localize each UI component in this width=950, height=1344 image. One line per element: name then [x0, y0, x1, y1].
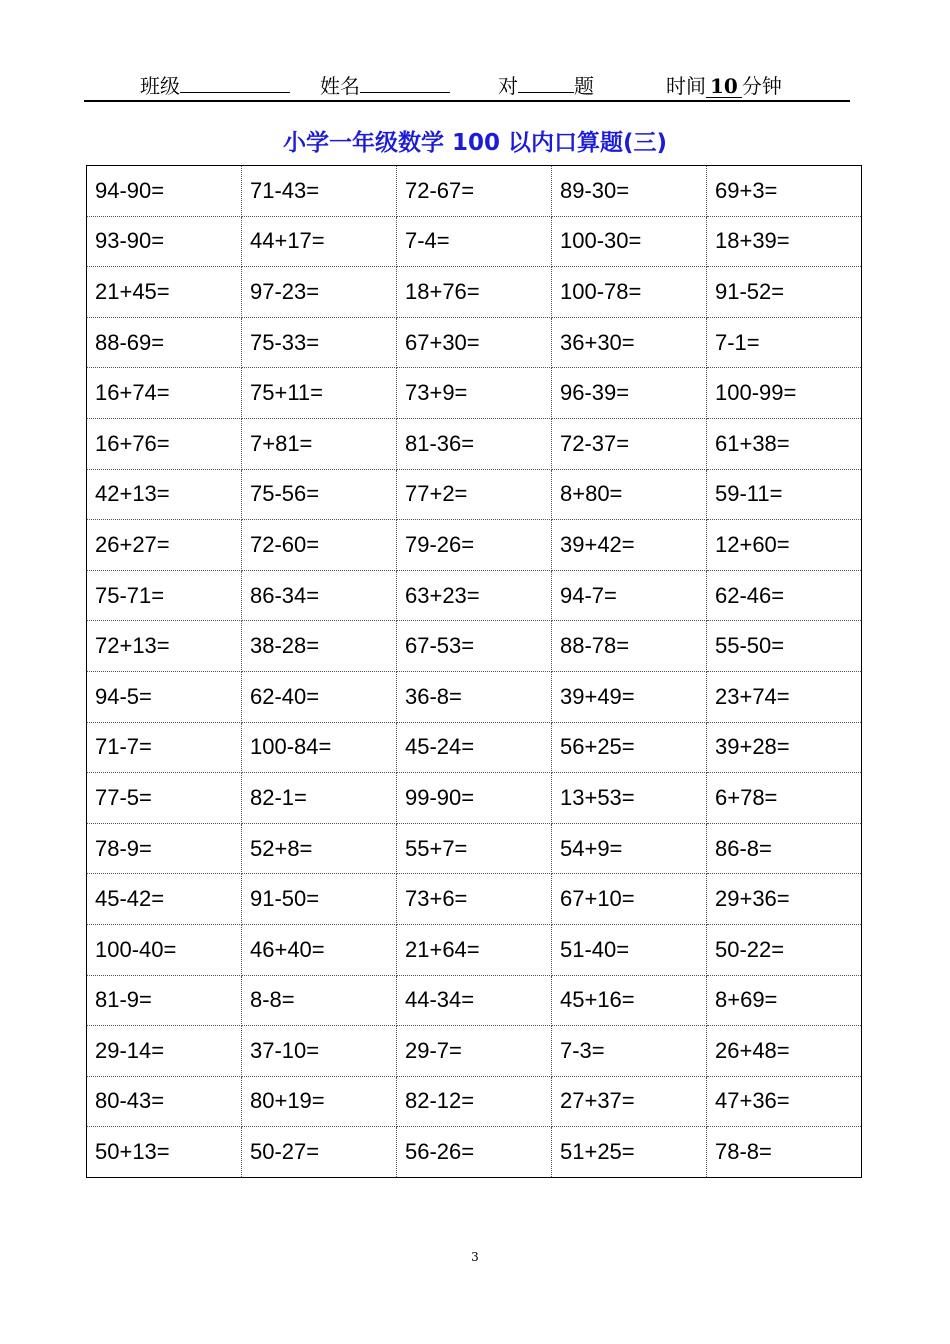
- table-row: [87, 216, 862, 267]
- problem-cell[interactable]: 16+76=: [87, 418, 242, 469]
- problem-cell[interactable]: 21+64=: [397, 924, 552, 975]
- problem-cell[interactable]: 88-78=: [552, 621, 707, 672]
- problem-cell[interactable]: 72-60=: [242, 520, 397, 571]
- problem-cell[interactable]: 18+76=: [397, 267, 552, 318]
- problem-cell[interactable]: 47+36=: [707, 1076, 862, 1127]
- problem-cell[interactable]: 29-7=: [397, 1026, 552, 1077]
- problem-cell[interactable]: 88-69=: [87, 317, 242, 368]
- problem-cell[interactable]: 72-37=: [552, 418, 707, 469]
- problem-cell[interactable]: 36+30=: [552, 317, 707, 368]
- problem-cell[interactable]: 100-78=: [552, 267, 707, 318]
- problem-cell[interactable]: 18+39=: [707, 216, 862, 267]
- table-row: [87, 1026, 862, 1077]
- problem-cell[interactable]: 45+16=: [552, 975, 707, 1026]
- problem-cell[interactable]: 100-40=: [87, 924, 242, 975]
- table-row: [87, 671, 862, 722]
- problem-cell[interactable]: 29-14=: [87, 1026, 242, 1077]
- name-blank[interactable]: [360, 70, 450, 93]
- problem-cell[interactable]: 39+49=: [552, 671, 707, 722]
- problem-cell[interactable]: 8+80=: [552, 469, 707, 520]
- problem-cell[interactable]: 82-12=: [397, 1076, 552, 1127]
- time-label: 时间: [666, 74, 706, 98]
- problem-cell[interactable]: 8-8=: [242, 975, 397, 1026]
- problem-cell[interactable]: 77+2=: [397, 469, 552, 520]
- problem-cell[interactable]: 82-1=: [242, 773, 397, 824]
- table-row: [87, 469, 862, 520]
- problem-cell[interactable]: 39+28=: [707, 722, 862, 773]
- problem-cell[interactable]: 27+37=: [552, 1076, 707, 1127]
- problem-cell[interactable]: 52+8=: [242, 823, 397, 874]
- problem-cell[interactable]: 59-11=: [707, 469, 862, 520]
- class-blank[interactable]: [180, 70, 290, 93]
- problem-cell[interactable]: 75-56=: [242, 469, 397, 520]
- table-row: [87, 924, 862, 975]
- problem-cell[interactable]: 21+45=: [87, 267, 242, 318]
- table-row: [87, 267, 862, 318]
- problem-cell[interactable]: 16+74=: [87, 368, 242, 419]
- problem-cell[interactable]: 75-71=: [87, 570, 242, 621]
- problem-cell[interactable]: 42+13=: [87, 469, 242, 520]
- problem-cell[interactable]: 81-9=: [87, 975, 242, 1026]
- problem-cell[interactable]: 81-36=: [397, 418, 552, 469]
- table-row: [87, 368, 862, 419]
- problem-cell[interactable]: 73+6=: [397, 874, 552, 925]
- correct-count-blank[interactable]: [518, 70, 574, 93]
- problem-cell[interactable]: 50+13=: [87, 1127, 242, 1178]
- problem-cell[interactable]: 44+17=: [242, 216, 397, 267]
- time-value: 10: [706, 75, 742, 98]
- class-label: 班级: [140, 74, 180, 98]
- problem-cell[interactable]: 50-27=: [242, 1127, 397, 1178]
- problem-cell[interactable]: 8+69=: [707, 975, 862, 1026]
- problem-cell[interactable]: 78-8=: [707, 1127, 862, 1178]
- problem-cell[interactable]: 56+25=: [552, 722, 707, 773]
- problem-cell[interactable]: 61+38=: [707, 418, 862, 469]
- name-label: 姓名: [320, 74, 360, 98]
- table-row: [87, 773, 862, 824]
- problem-cell[interactable]: 6+78=: [707, 773, 862, 824]
- problem-cell[interactable]: 94-5=: [87, 671, 242, 722]
- page-number: 3: [471, 1250, 479, 1264]
- correct-label: 对: [498, 74, 518, 98]
- table-row: [87, 874, 862, 925]
- problem-cell[interactable]: 13+53=: [552, 773, 707, 824]
- problem-cell[interactable]: 71-7=: [87, 722, 242, 773]
- problem-cell[interactable]: 72+13=: [87, 621, 242, 672]
- problem-cell[interactable]: 67-53=: [397, 621, 552, 672]
- problem-cell[interactable]: 75-33=: [242, 317, 397, 368]
- problem-cell[interactable]: 51+25=: [552, 1127, 707, 1178]
- problem-cell[interactable]: 12+60=: [707, 520, 862, 571]
- problem-cell[interactable]: 36-8=: [397, 671, 552, 722]
- problem-cell[interactable]: 29+36=: [707, 874, 862, 925]
- problem-cell[interactable]: 56-26=: [397, 1127, 552, 1178]
- problem-cell[interactable]: 75+11=: [242, 368, 397, 419]
- problem-cell[interactable]: 45-42=: [87, 874, 242, 925]
- problem-cell[interactable]: 23+74=: [707, 671, 862, 722]
- problem-cell[interactable]: 67+30=: [397, 317, 552, 368]
- score-field: [498, 70, 594, 99]
- problem-cell[interactable]: 63+23=: [397, 570, 552, 621]
- problem-cell[interactable]: 71-43=: [242, 166, 397, 217]
- table-row: [87, 166, 862, 217]
- problem-cell[interactable]: 93-90=: [87, 216, 242, 267]
- problem-cell[interactable]: 91-52=: [707, 267, 862, 318]
- problem-cell[interactable]: 97-23=: [242, 267, 397, 318]
- problem-cell[interactable]: 69+3=: [707, 166, 862, 217]
- problem-cell[interactable]: 80+19=: [242, 1076, 397, 1127]
- problem-cell[interactable]: 62-46=: [707, 570, 862, 621]
- problem-cell[interactable]: 50-22=: [707, 924, 862, 975]
- problem-cell[interactable]: 7-4=: [397, 216, 552, 267]
- problem-cell[interactable]: 26+48=: [707, 1026, 862, 1077]
- question-suffix: 题: [574, 74, 594, 98]
- problem-cell[interactable]: 79-26=: [397, 520, 552, 571]
- table-row: [87, 317, 862, 368]
- worksheet-title: 小学一年级数学 100 以内口算题(三): [282, 130, 668, 156]
- problem-cell[interactable]: 100-30=: [552, 216, 707, 267]
- problem-cell[interactable]: 39+42=: [552, 520, 707, 571]
- table-row: [87, 975, 862, 1026]
- problem-cell[interactable]: 89-30=: [552, 166, 707, 217]
- table-row: [87, 1127, 862, 1178]
- table-row: [87, 520, 862, 571]
- problem-cell[interactable]: 100-84=: [242, 722, 397, 773]
- problem-cell[interactable]: 46+40=: [242, 924, 397, 975]
- problem-cell[interactable]: 99-90=: [397, 773, 552, 824]
- problem-cell[interactable]: 73+9=: [397, 368, 552, 419]
- problem-cell[interactable]: 7+81=: [242, 418, 397, 469]
- table-row: [87, 418, 862, 469]
- problem-cell[interactable]: 100-99=: [707, 368, 862, 419]
- time-unit: 分钟: [741, 74, 782, 98]
- problem-cell[interactable]: 94-7=: [552, 570, 707, 621]
- problem-cell[interactable]: 44-34=: [397, 975, 552, 1026]
- problem-cell[interactable]: 45-24=: [397, 722, 552, 773]
- problem-cell[interactable]: 7-3=: [552, 1026, 707, 1077]
- problem-cell[interactable]: 38-28=: [242, 621, 397, 672]
- worksheet-header: [84, 66, 850, 102]
- table-row: [87, 722, 862, 773]
- problem-cell[interactable]: 91-50=: [242, 874, 397, 925]
- problem-cell[interactable]: 67+10=: [552, 874, 707, 925]
- problem-cell[interactable]: 96-39=: [552, 368, 707, 419]
- problem-cell[interactable]: 55+7=: [397, 823, 552, 874]
- problem-cell[interactable]: 86-34=: [242, 570, 397, 621]
- problem-cell[interactable]: 80-43=: [87, 1076, 242, 1127]
- table-row: [87, 823, 862, 874]
- problem-cell[interactable]: 37-10=: [242, 1026, 397, 1077]
- problem-cell[interactable]: 55-50=: [707, 621, 862, 672]
- problem-cell[interactable]: 51-40=: [552, 924, 707, 975]
- time-field: [666, 70, 782, 99]
- table-row: [87, 570, 862, 621]
- problem-cell[interactable]: 62-40=: [242, 671, 397, 722]
- problem-cell[interactable]: 26+27=: [87, 520, 242, 571]
- problem-cell[interactable]: 54+9=: [552, 823, 707, 874]
- problem-cell[interactable]: 72-67=: [397, 166, 552, 217]
- table-row: [87, 1076, 862, 1127]
- class-field: [140, 70, 290, 99]
- problem-cell[interactable]: 94-90=: [87, 166, 242, 217]
- problem-cell[interactable]: 86-8=: [707, 823, 862, 874]
- problem-table: [86, 165, 862, 1178]
- table-row: [87, 621, 862, 672]
- problem-cell[interactable]: 78-9=: [87, 823, 242, 874]
- problem-cell[interactable]: 77-5=: [87, 773, 242, 824]
- name-field: [320, 70, 450, 99]
- problem-cell[interactable]: 7-1=: [707, 317, 862, 368]
